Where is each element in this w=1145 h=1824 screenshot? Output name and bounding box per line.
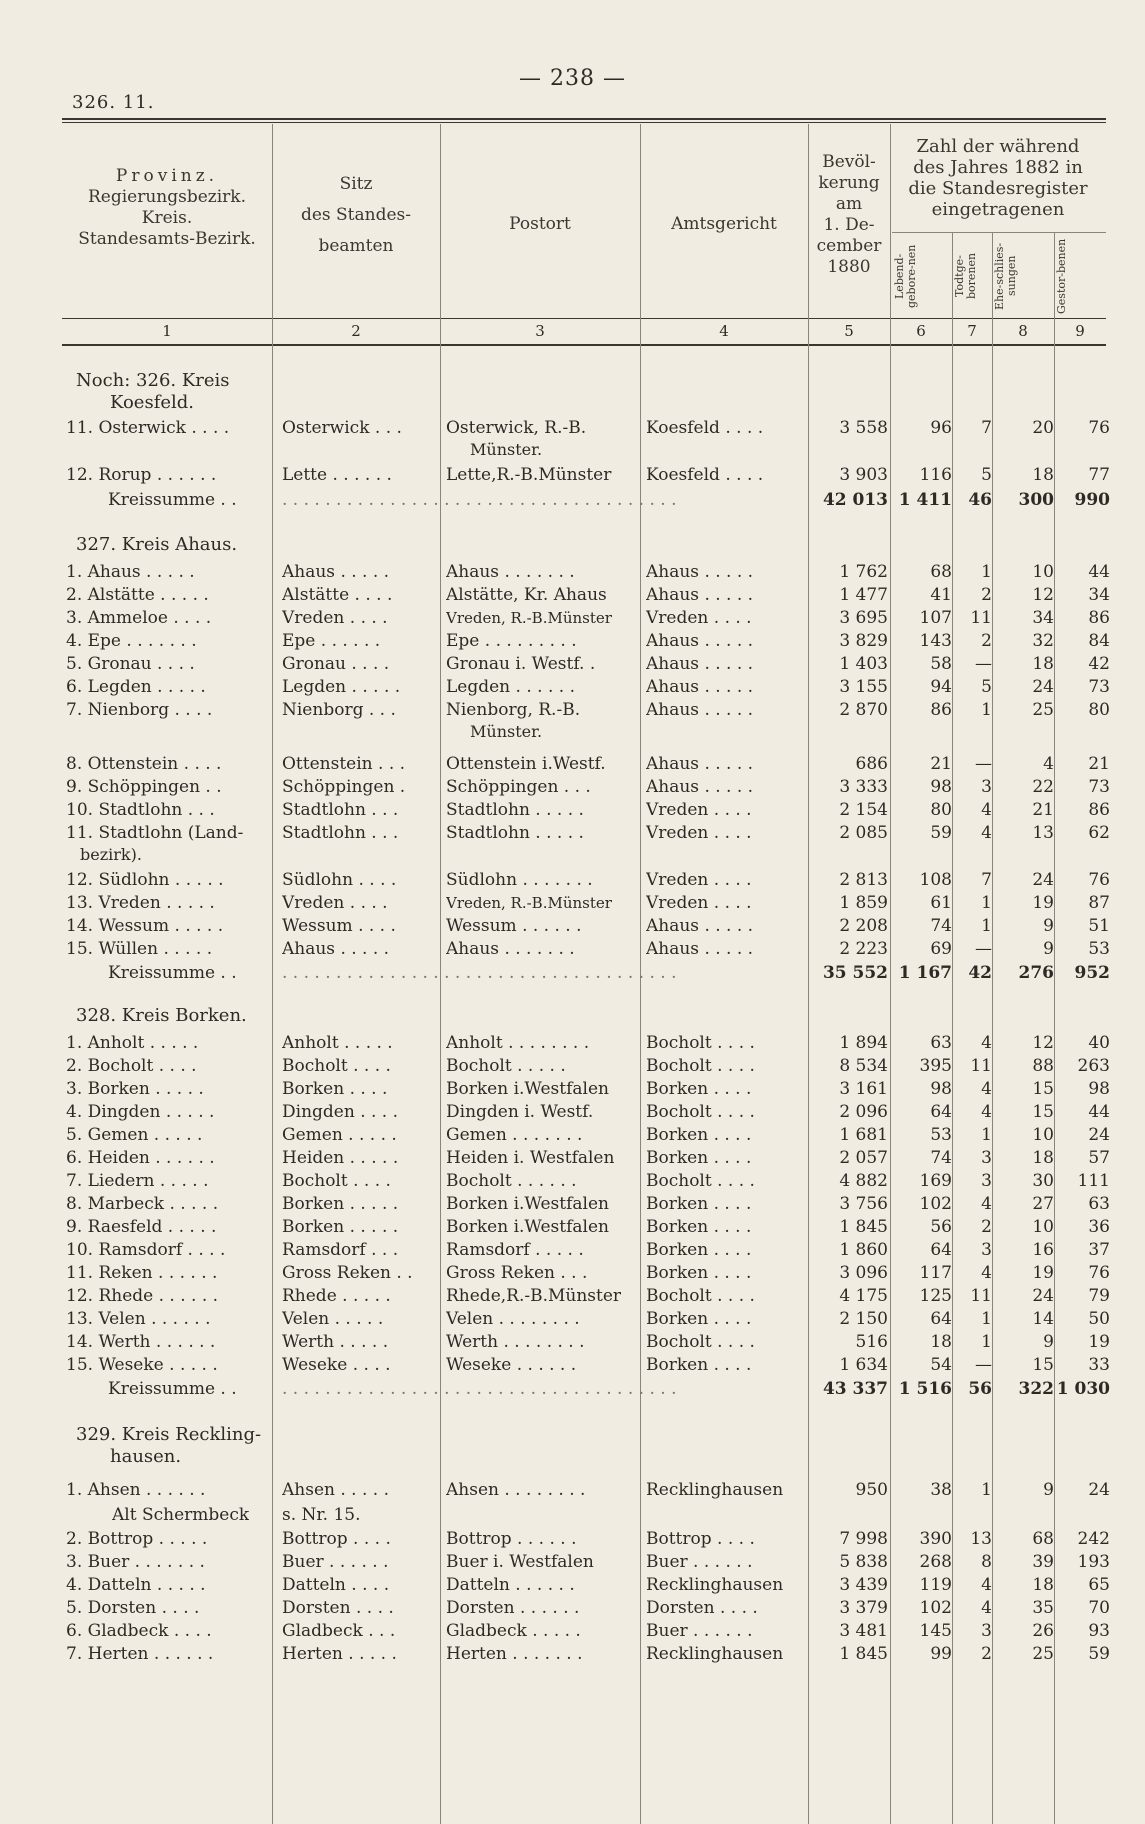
- header-col1: Provinz. Regierungsbezirk. Kreis. Standesamts-Bezirk.: [78, 166, 256, 249]
- table-row: 6. Gladbeck . . . . Gladbeck . . . Gladbeck . . . . . Buer . . . . . . 3 481 145 3 26 93: [66, 1621, 1110, 1641]
- section-title: 329. Kreis Reckling- hausen.: [76, 1424, 262, 1467]
- table-row: 11. Stadtlohn (Land- Stadtlohn . . . Stadtlohn . . . . . Vreden . . . . 2 085 59 4 13 62: [66, 823, 1110, 843]
- header-rule: [62, 318, 1106, 319]
- section-title: 328. Kreis Borken.: [76, 1005, 247, 1026]
- header-col2: Sitz des Standes- beamten: [300, 174, 412, 256]
- colnum-4: 4: [719, 322, 729, 340]
- table-row: 6. Heiden . . . . . . Heiden . . . . . Heiden i. Westfalen Borken . . . . 2 057 74 3 18 57: [66, 1148, 1110, 1168]
- table-row: 5. Gronau . . . . Gronau . . . . Gronau i. Westf. . Ahaus . . . . . 1 403 58 — 18 42: [66, 654, 1110, 674]
- table-row: 4. Datteln . . . . . Datteln . . . . Datteln . . . . . . Recklinghausen 3 439 119 4 18 65: [66, 1575, 1110, 1595]
- table-row: 10. Stadtlohn . . . Stadtlohn . . . Stadtlohn . . . . . Vreden . . . . 2 154 80 4 21 86: [66, 800, 1110, 820]
- header-col6: Lebend-gebore-nen: [893, 244, 918, 308]
- table-row: 9. Schöppingen . . Schöppingen . Schöppingen . . . Ahaus . . . . . 3 333 98 3 22 73: [66, 777, 1110, 797]
- header-col7: Todtge-borenen: [953, 252, 978, 300]
- table-row: 6. Legden . . . . . Legden . . . . . Legden . . . . . . Ahaus . . . . . 3 155 94 5 24 73: [66, 677, 1110, 697]
- table-row: 3. Ammeloe . . . . Vreden . . . . Vreden, R.-B.Münster Vreden . . . . 3 695 107 11 34 86: [66, 608, 1110, 628]
- table-row: 10. Ramsdorf . . . . Ramsdorf . . . Ramsdorf . . . . . Borken . . . . 1 860 64 3 16 37: [66, 1240, 1110, 1260]
- table-row: 9. Raesfeld . . . . . Borken . . . . . Borken i.Westfalen Borken . . . . 1 845 56 2 10 36: [66, 1217, 1110, 1237]
- table-row: [0, 1503, 1145, 1527]
- table-row: 15. Weseke . . . . . Weseke . . . . Weseke . . . . . . Borken . . . . 1 634 54 — 15 33: [66, 1355, 1110, 1375]
- cross-reference: s. Nr. 15.: [282, 1505, 361, 1525]
- table-row: 2. Bocholt . . . . Bocholt . . . . Bocholt . . . . . Bocholt . . . . 8 534 395 11 88 263: [66, 1056, 1110, 1076]
- colnum-6: 6: [916, 322, 926, 340]
- header-group: Zahl der während des Jahres 1882 in die Standesregister eingetragenen: [908, 136, 1088, 220]
- header-col4: Amtsgericht: [671, 214, 777, 234]
- table-row: 3. Buer . . . . . . . Buer . . . . . . Buer i. Westfalen Buer . . . . . . 5 838 268 8 39 193: [66, 1552, 1110, 1572]
- table-row: 7. Nienborg . . . . Nienborg . . . Nienborg, R.-B. Ahaus . . . . . 2 870 86 1 25 80: [66, 700, 1110, 720]
- table-row: 4. Epe . . . . . . . Epe . . . . . . Epe . . . . . . . . . Ahaus . . . . . 3 829 143 2 32 84: [66, 631, 1110, 651]
- table-row: 15. Wüllen . . . . . Ahaus . . . . . Ahaus . . . . . . . Ahaus . . . . . 2 223 69 — 9 53: [66, 939, 1110, 959]
- table-row: [0, 416, 1145, 440]
- district-name: 11. Osterwick . . . .: [66, 418, 230, 438]
- header-col5: Bevöl- kerung am 1. De- cember 1880: [816, 152, 882, 277]
- page-reference: 326. 11.: [72, 92, 155, 113]
- colnum-1: 1: [162, 322, 172, 340]
- district-total-row: Kreissumme . . . . . . . . . . . . . . . . . . . . . . . . . . . . . . . . . . . . . . . 42 013 1 411 46 300 990: [108, 490, 1110, 510]
- table-row: 2. Alstätte . . . . . Alstätte . . . . Alstätte, Kr. Ahaus Ahaus . . . . . 1 477 41 2 12 34: [66, 585, 1110, 605]
- section-title: 327. Kreis Ahaus.: [76, 534, 238, 555]
- table-row: 13. Vreden . . . . . Vreden . . . . Vreden, R.-B.Münster Vreden . . . . 1 859 61 1 19 87: [66, 893, 1110, 913]
- stillbirths: 7: [981, 418, 992, 438]
- colnum-9: 9: [1075, 322, 1085, 340]
- table-row: 12. Rhede . . . . . . Rhede . . . . . Rhede,R.-B.Münster Bocholt . . . . 4 175 125 11 24 79: [66, 1286, 1110, 1306]
- table-row: 12. Rorup . . . . . . Lette . . . . . . Lette,R.-B.Münster Koesfeld . . . . 3 903 116 5 18 77: [66, 465, 1110, 485]
- district-total-row: Kreissumme . . . . . . . . . . . . . . . . . . . . . . . . . . . . . . . . . . . . . . . 43 337 1 516 56 322 1 030: [108, 1379, 1110, 1399]
- table-row: 1. Anholt . . . . . Anholt . . . . . Anholt . . . . . . . . Bocholt . . . . 1 894 63 4 12 40: [66, 1033, 1110, 1053]
- table-row: 13. Velen . . . . . . Velen . . . . . Velen . . . . . . . . Borken . . . . 2 150 64 1 14 50: [66, 1309, 1110, 1329]
- header-col8: Ehe-schlies-sungen: [993, 242, 1018, 310]
- cross-reference-name: Alt Schermbeck: [112, 1505, 250, 1525]
- table-row: 8. Ottenstein . . . . Ottenstein . . . Ottenstein i.Westf. Ahaus . . . . . 686 21 — 4 21: [66, 754, 1110, 774]
- colnum-7: 7: [967, 322, 977, 340]
- colnum-8: 8: [1018, 322, 1028, 340]
- group-rule: [892, 232, 1106, 233]
- marriages: 20: [1032, 418, 1054, 438]
- header-col9: Gestor-benen: [1055, 238, 1068, 314]
- table-row: 12. Südlohn . . . . . Südlohn . . . . Südlohn . . . . . . . Vreden . . . . 2 813 108 7 24 76: [66, 870, 1110, 890]
- table-row: 7. Liedern . . . . . Bocholt . . . . Bocholt . . . . . . Bocholt . . . . 4 882 169 3 30 111: [66, 1171, 1110, 1191]
- section-title: Noch: 326. Kreis Koesfeld.: [76, 370, 230, 413]
- post-office: Osterwick, R.-B.: [446, 418, 587, 438]
- table-row: 7. Herten . . . . . . Herten . . . . . Herten . . . . . . . Recklinghausen 1 845 99 2 25 59: [66, 1644, 1110, 1664]
- table-row: 14. Wessum . . . . . Wessum . . . . Wessum . . . . . . Ahaus . . . . . 2 208 74 1 9 51: [66, 916, 1110, 936]
- table-row: 5. Gemen . . . . . Gemen . . . . . Gemen . . . . . . . Borken . . . . 1 681 53 1 10 24: [66, 1125, 1110, 1145]
- column-number-rule: [62, 344, 1106, 346]
- table-row: 2. Bottrop . . . . . Bottrop . . . . Bottrop . . . . . . Bottrop . . . . 7 998 390 13 68 242: [66, 1529, 1110, 1549]
- table-row: 5. Dorsten . . . . Dorsten . . . . Dorsten . . . . . . Dorsten . . . . 3 379 102 4 35 70: [66, 1598, 1110, 1618]
- colnum-5: 5: [844, 322, 854, 340]
- table-row: 3. Borken . . . . . Borken . . . . Borken i.Westfalen Borken . . . . 3 161 98 4 15 98: [66, 1079, 1110, 1099]
- top-rule: [62, 118, 1106, 120]
- registrar-seat: Osterwick . . .: [282, 418, 402, 438]
- table-row: 8. Marbeck . . . . . Borken . . . . . Borken i.Westfalen Borken . . . . 3 756 102 4 27 63: [66, 1194, 1110, 1214]
- table-row: 1. Ahaus . . . . . Ahaus . . . . . Ahaus . . . . . . . Ahaus . . . . . 1 762 68 1 10 44: [66, 562, 1110, 582]
- table-row: 1. Ahsen . . . . . . Ahsen . . . . . Ahsen . . . . . . . . Recklinghausen 950 38 1 9 24: [66, 1480, 1110, 1500]
- table-row: 4. Dingden . . . . . Dingden . . . . Dingden i. Westf. Bocholt . . . . 2 096 64 4 15 44: [66, 1102, 1110, 1122]
- colnum-3: 3: [535, 322, 545, 340]
- court: Koesfeld . . . .: [646, 418, 764, 438]
- deaths: 76: [1088, 418, 1110, 438]
- page-number: — 238 —: [519, 66, 626, 91]
- live-births: 96: [930, 418, 952, 438]
- header-col3: Postort: [509, 214, 571, 234]
- colnum-2: 2: [351, 322, 361, 340]
- table-row: 11. Reken . . . . . . Gross Reken . . Gross Reken . . . Borken . . . . 3 096 117 4 19 76: [66, 1263, 1110, 1283]
- top-rule-thin: [62, 122, 1106, 123]
- district-total-row: Kreissumme . . . . . . . . . . . . . . . . . . . . . . . . . . . . . . . . . . . . . . . 35 552 1 167 42 276 952: [108, 963, 1110, 983]
- table-row: 14. Werth . . . . . . Werth . . . . . Werth . . . . . . . . Bocholt . . . . 516 18 1 9 19: [66, 1332, 1110, 1352]
- population: 3 558: [839, 418, 888, 438]
